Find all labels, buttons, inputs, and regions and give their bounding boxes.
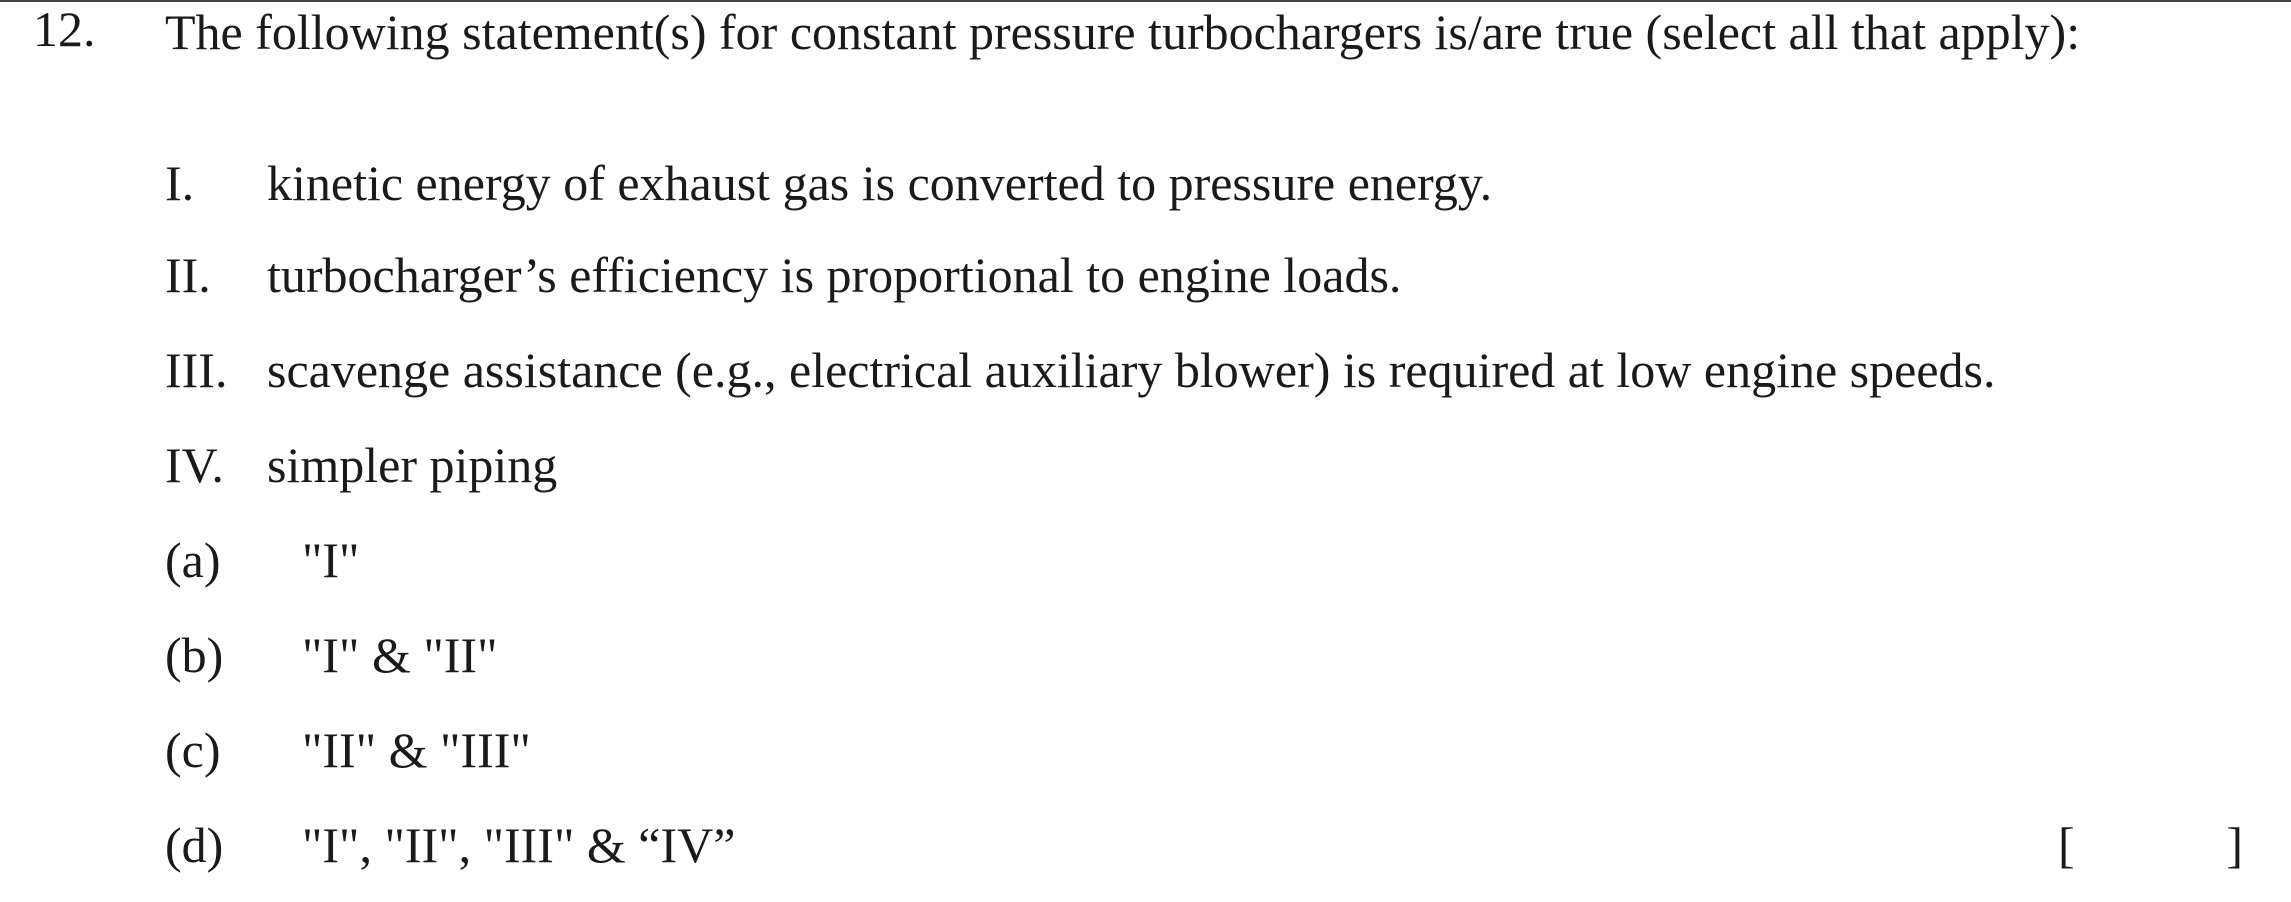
statement-1	[165, 153, 1492, 213]
answer-box-open-bracket: [	[2058, 817, 2075, 873]
option-c[interactable]	[165, 720, 531, 780]
option-text: "I"	[302, 532, 360, 588]
statement-text: kinetic energy of exhaust gas is converted to pressure energy.	[267, 155, 1493, 211]
option-d[interactable]	[165, 815, 735, 875]
statement-text: simpler piping	[267, 437, 558, 493]
option-letter: (b)	[165, 627, 224, 683]
option-text: "I", "II", "III" & “IV”	[302, 817, 736, 873]
statement-numeral: III.	[165, 342, 228, 398]
option-b[interactable]	[165, 625, 497, 685]
statement-numeral: I.	[165, 155, 195, 211]
option-letter: (a)	[165, 532, 221, 588]
option-letter: (d)	[165, 817, 224, 873]
statement-4	[165, 435, 557, 495]
statement-text: scavenge assistance (e.g., electrical auxiliary blower) is required at low engine speeds.	[267, 342, 1996, 398]
question-number: 12.	[33, 1, 96, 57]
option-letter: (c)	[165, 722, 221, 778]
statement-numeral: IV.	[165, 437, 224, 493]
statement-3	[165, 340, 1995, 400]
statement-numeral: II.	[165, 247, 211, 303]
answer-box-close-bracket: ]	[2226, 817, 2243, 873]
statement-2	[165, 245, 1401, 305]
option-text: "II" & "III"	[302, 722, 531, 778]
option-text: "I" & "II"	[302, 627, 498, 683]
answer-box[interactable]	[2058, 815, 2243, 875]
question-text: The following statement(s) for constant pressure turbochargers is/are true (select all that apply):	[165, 4, 2081, 60]
statement-text: turbocharger’s efficiency is proportional to engine loads.	[267, 247, 1402, 303]
option-a[interactable]	[165, 530, 359, 590]
